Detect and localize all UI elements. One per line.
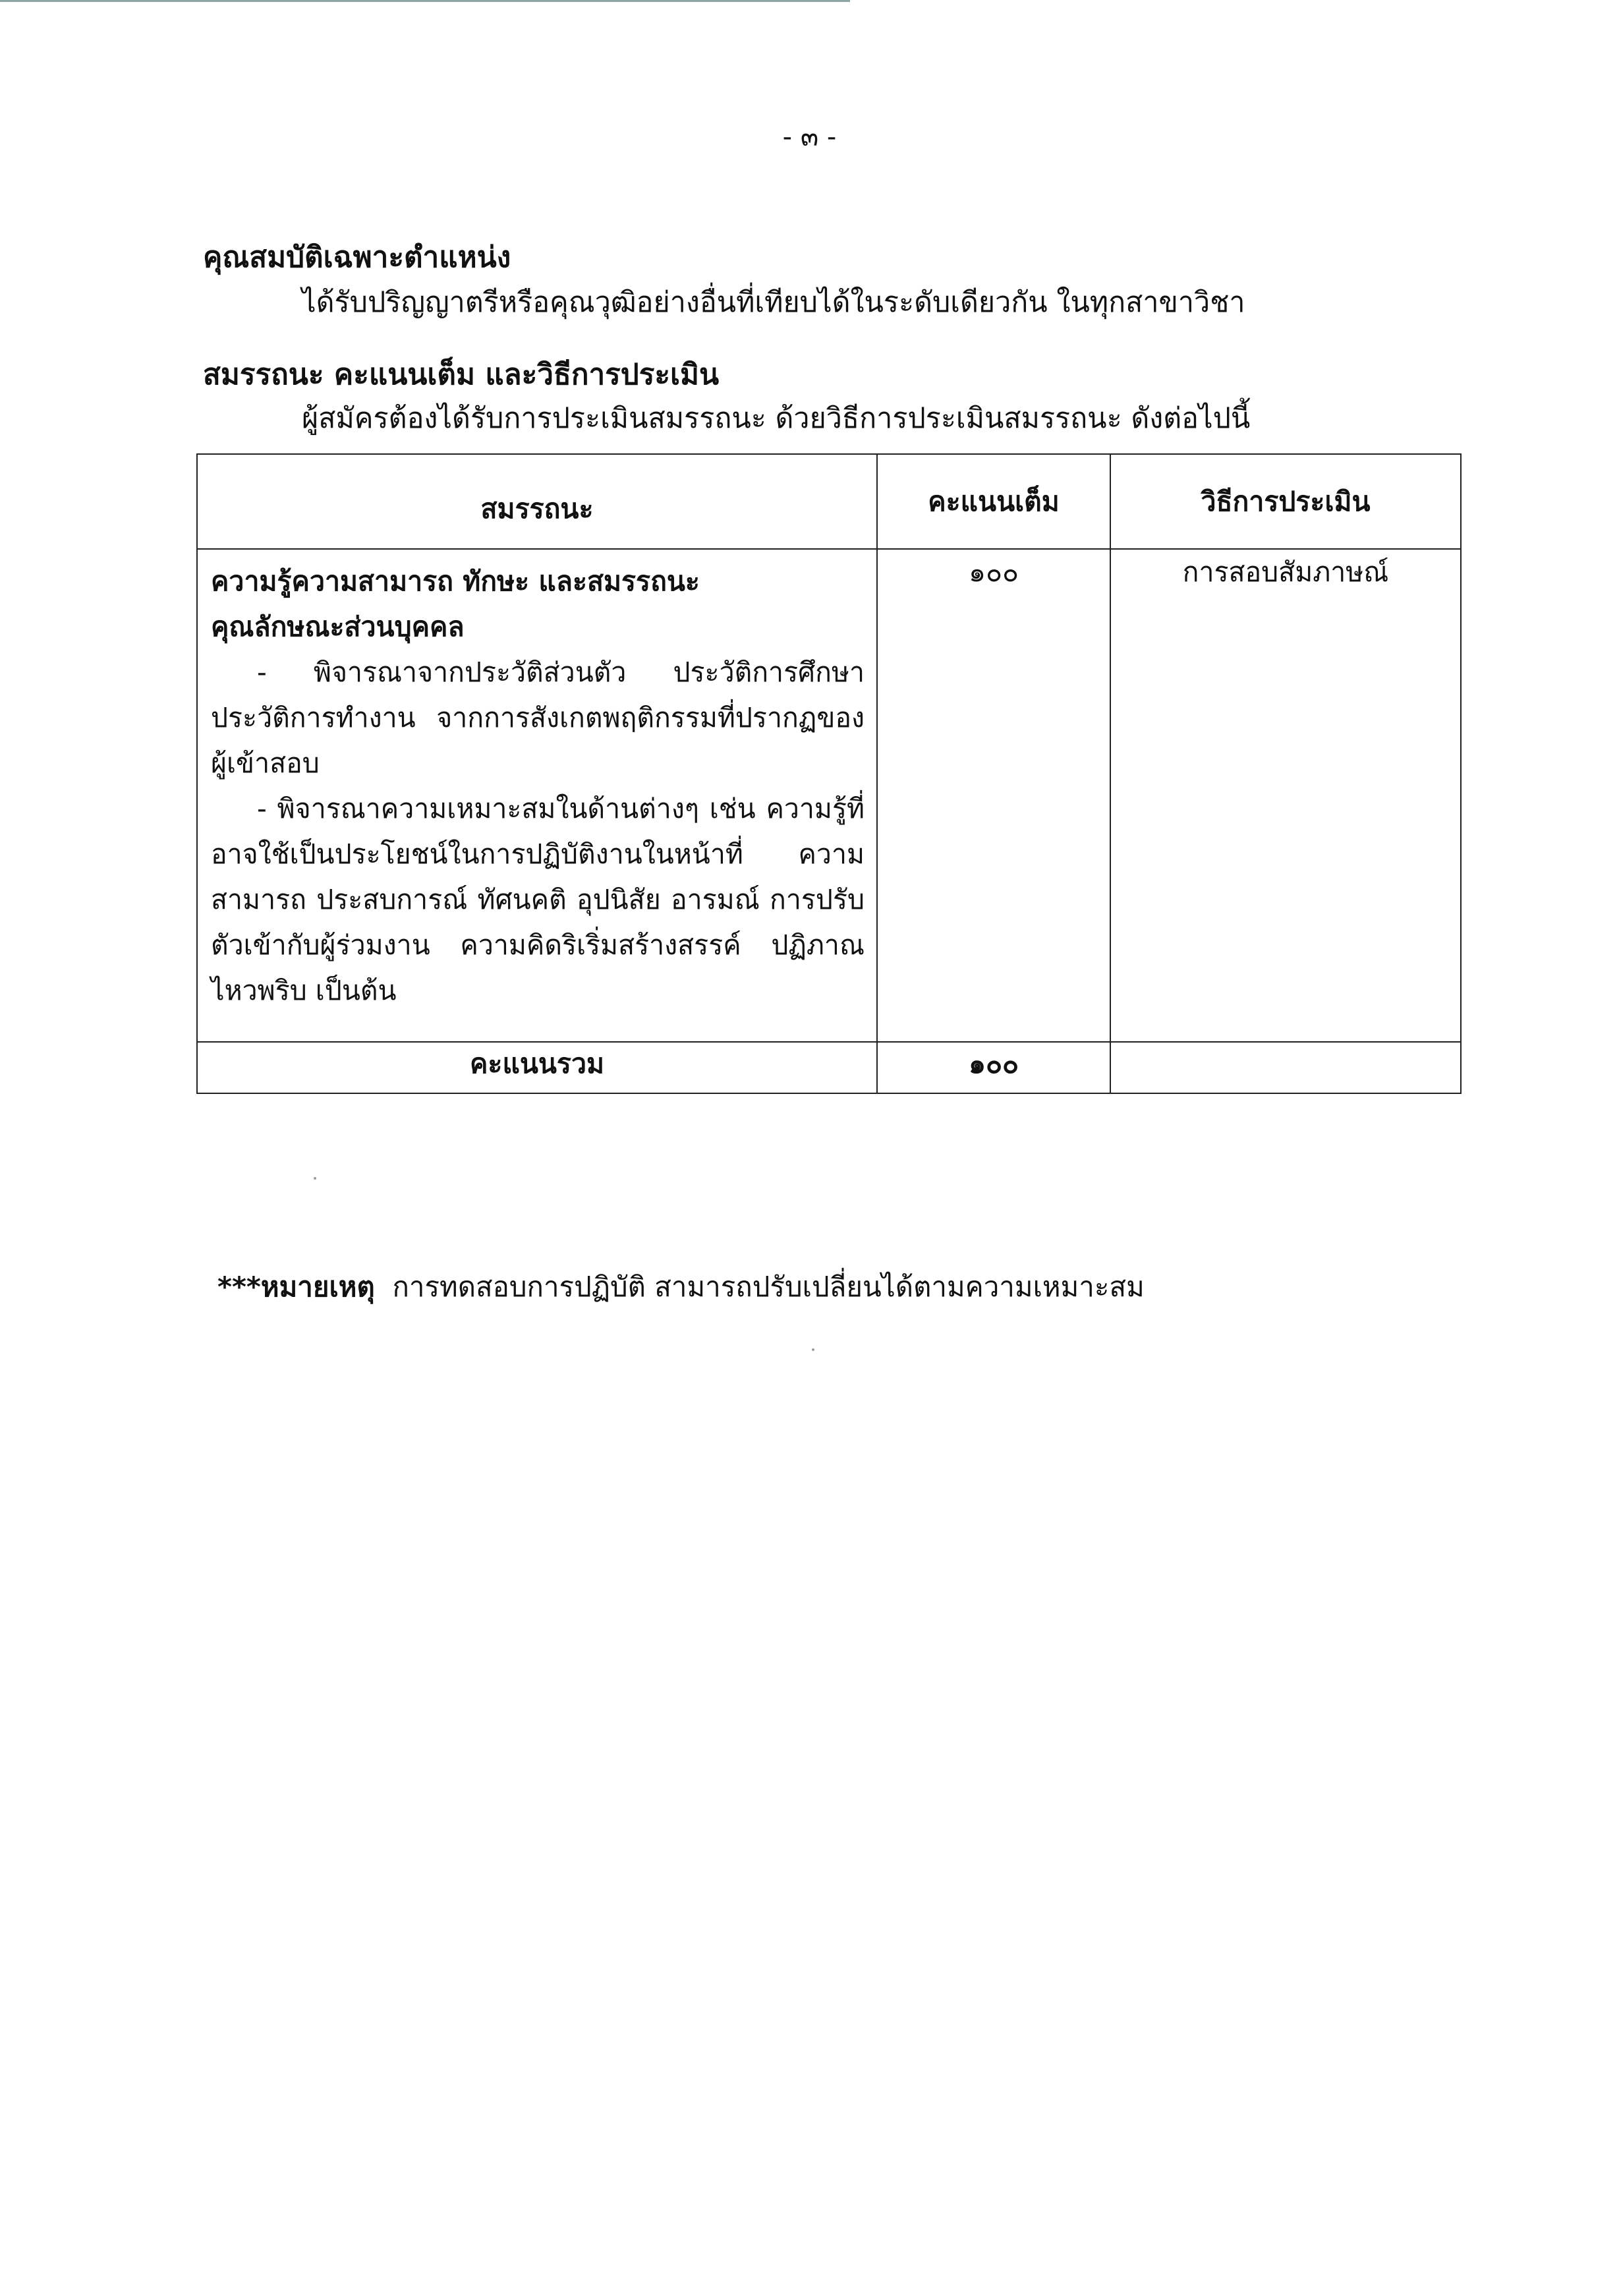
total-row: [197, 1042, 1461, 1093]
full-score-cell: ๑๐๐: [877, 549, 1110, 1042]
note-label: ***หมายเหตุ: [217, 1271, 375, 1303]
scan-speck: [314, 1177, 316, 1180]
total-score: ๑๐๐: [877, 1042, 1110, 1093]
competency-item-1: - พิจารณาจากประวัติส่วนตัว ประวัติการศึกษา ประวัติการทำงาน จากการสังเกตพฤติกรรมที่ปรากฏของผู้เข้าสอบ: [211, 656, 865, 779]
competency-table: [196, 453, 1462, 1094]
scan-edge-line: [0, 0, 850, 2]
note-text: การทดสอบการปฏิบัติ สามารถปรับเปลี่ยนได้ตามความเหมาะสม: [392, 1271, 1145, 1303]
competency-title-line2: คุณลักษณะส่วนบุคคล: [211, 611, 465, 643]
note: [217, 1264, 1145, 1310]
total-method: [1110, 1042, 1461, 1093]
competency-item-2: - พิจารณาความเหมาะสมในด้านต่างๆ เช่น ความรู้ที่อาจใช้เป็นประโยชน์ในการปฏิบัติงานในหน้าที่ ความสามารถ ประสบการณ์ ทัศนคติ อุปนิสัย อารมณ์ การปรับตัวเข้ากับผู้ร่วมงาน ความคิดริเริ่มสร้างสรรค์ ปฏิภาณไหวพริบ เป็นต้น: [211, 793, 865, 1006]
header-competency: สมรรถนะ: [197, 454, 877, 549]
qualification-heading: คุณสมบัติเฉพาะตำแหน่ง: [203, 241, 511, 274]
total-label: คะแนนรวม: [197, 1042, 877, 1093]
competency-heading: สมรรถนะ คะแนนเต็ม และวิธีการประเมิน: [203, 358, 720, 391]
page-number: - ๓ -: [782, 122, 837, 152]
qualification-text: ได้รับปริญญาตรีหรือคุณวุฒิอย่างอื่นที่เทียบได้ในระดับเดียวกัน ในทุกสาขาวิชา: [302, 286, 1245, 319]
header-full-score: คะแนนเต็ม: [877, 454, 1110, 549]
competency-intro: ผู้สมัครต้องได้รับการประเมินสมรรถนะ ด้วยวิธีการประเมินสมรรถนะ ดังต่อไปนี้: [302, 402, 1251, 435]
method-cell: การสอบสัมภาษณ์: [1110, 549, 1461, 1042]
competency-title-line1: ความรู้ความสามารถ ทักษะ และสมรรถนะ: [211, 565, 700, 597]
header-method: วิธีการประเมิน: [1110, 454, 1461, 549]
table-header-row: [197, 454, 1461, 549]
scan-speck: [812, 1348, 814, 1351]
competency-cell: [197, 549, 877, 1042]
table-row: [197, 549, 1461, 1042]
